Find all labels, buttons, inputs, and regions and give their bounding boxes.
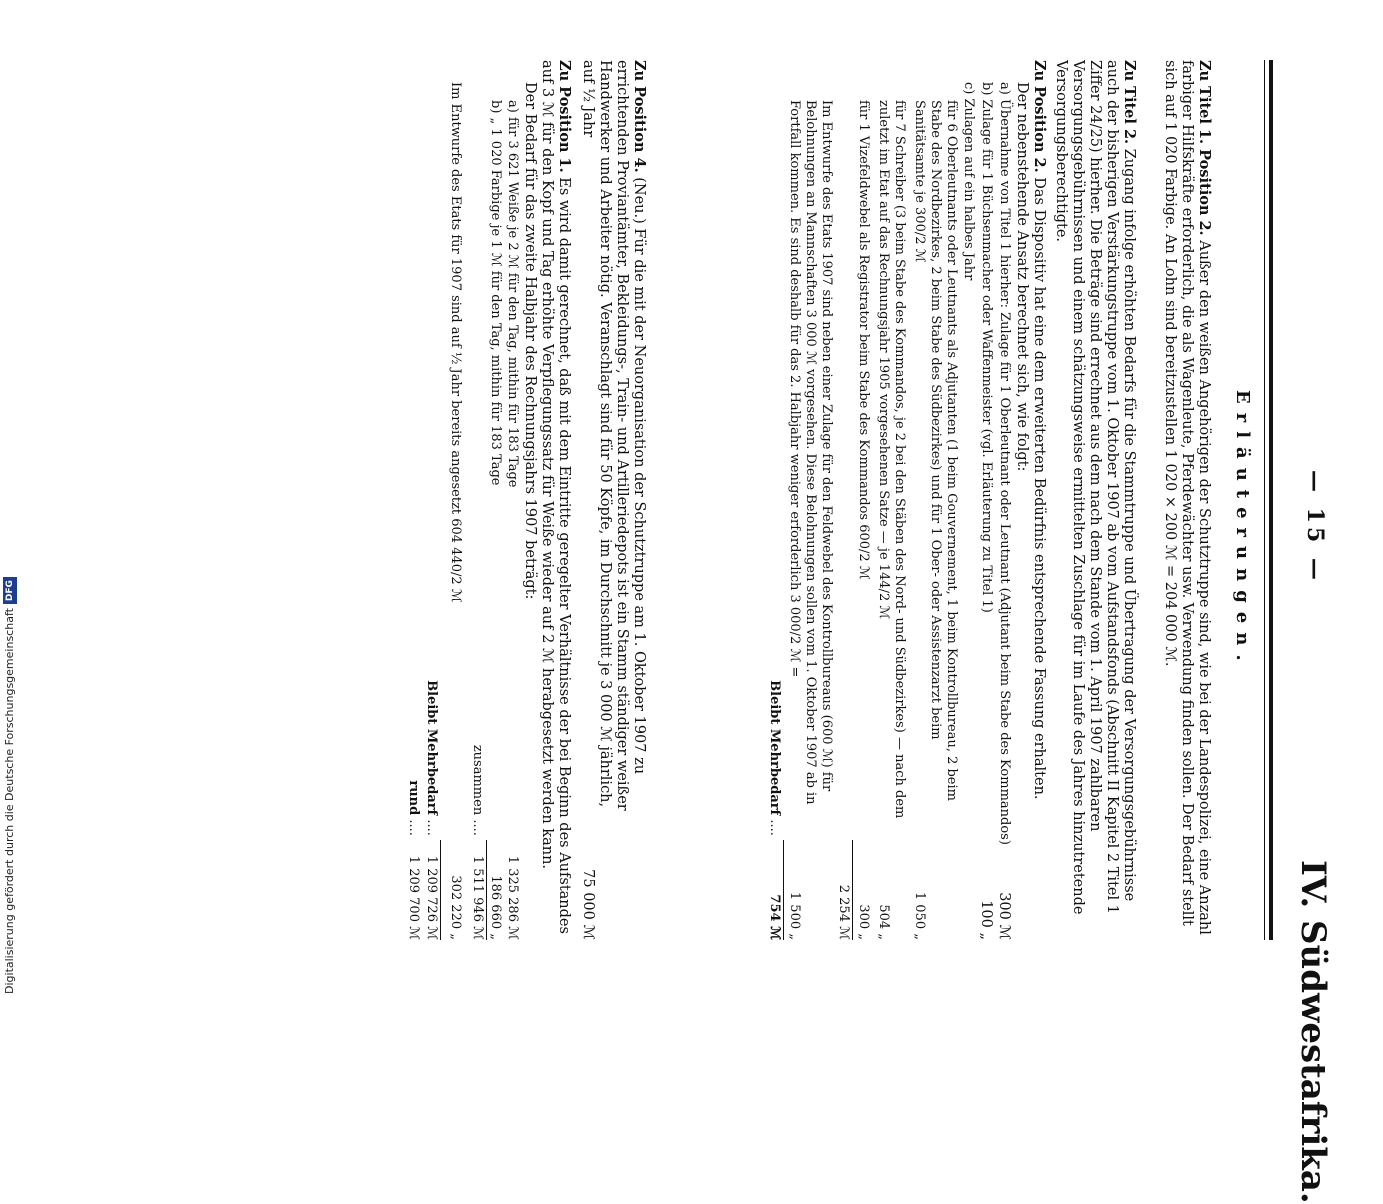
- pos4-block: [579, 60, 648, 940]
- pos2-c2-amt: 504 „: [876, 904, 891, 940]
- pos2-c3-amt: 300 „: [856, 904, 871, 940]
- pos1-sum-label: zusammen: [470, 744, 485, 816]
- titel2-block: [1052, 60, 1138, 940]
- pos1-rund-label: rund: [406, 780, 421, 816]
- pos2-a-amt: 300 ℳ: [996, 892, 1012, 940]
- pos2-c2-text: für 7 Schreiber (3 beim Stabe des Kommandos, je 2 bei den Stäben des Nord- und Südbezirkes) — nach dem zuletzt im Etat auf das Rechnungsjahr 1905 vorgesehenen Satze — je 144/2 ℳ: [876, 100, 907, 819]
- pos1-a-row: [504, 60, 521, 940]
- pos1-entwurf-row: [447, 60, 464, 940]
- pos2-b-amt: 100 „: [978, 900, 994, 940]
- pos2-c-row: [959, 60, 977, 940]
- pos1-block: [404, 60, 573, 940]
- pos2-b-text: b) Zulage für 1 Büchsenmacher oder Waffenmeister (vgl. Erläuterung zu Titel 1): [979, 82, 994, 613]
- titel1-text: Außer den weißen Angehörigen der Schutztruppe sind, wie bei der Landespolizei, eine Anzahl farbiger Hilfskräfte erforderlich, die als Wagenleute, Pferdewächter usw. Verwendung finden sollen. Der Bedarf stellt sich auf 1 020 Farbige. An Lohn sind bereitzustellen 1 020 × 200 ℳ = 204 000 ℳ.: [1162, 60, 1212, 935]
- pos1-mehr-row: Bleibt Mehrbedarf .... 1 209 726 ℳ: [424, 680, 439, 940]
- credit-text: Digitalisierung gefördert durch die Deutsche Forschungsgemeinschaft: [3, 608, 16, 994]
- pos2-c3-text: für 1 Vizefeldwebel als Registrator beim Stabe des Kommandos 600/2 ℳ: [856, 100, 871, 580]
- pos2-note-row: [786, 60, 834, 940]
- pos4-text: (Neu.) Für die mit der Neuorganisation der Schutztruppe am 1. Oktober 1907 zu errichtenden Proviantämter, Bekleidungs-, Train- und Artilleriedepots ist ein Stamm ständiger weißer Handwerker und Arbeiter nötig. Veranschlagt sind für 50 Köpfe, im Durchschnitt je 3 000 ℳ jährlich, auf ½ Jahr: [580, 60, 647, 811]
- pos2-c1-amt: 1 050 „: [912, 891, 927, 940]
- titel2-text: Zugang infolge erhöhten Bedarfs für die Stammtruppe und Übertragung der Versorgungsgebührnisse auch der bisherigen Verstärkungstruppe vom 1. Oktober 1907 ab vom Aufstandsfonds (Abschnitt II Kapitel 2 Titel 1 Ziffer 24/25) hierher. Die Beträge sind errechnet aus dem nach dem Stande vom 1. April 1907 zahlbaren Versorgungsgebührnissen und einem schätzungsweise ermittelten Zuschlage für im Laufe des Jahres hinzutretende Versorgungsberechtigte.: [1053, 60, 1137, 915]
- pos4-heading: Zu Position 4.: [631, 60, 648, 173]
- pos1-rund-amt: 1 209 700 ℳ: [406, 855, 421, 940]
- pos2-intro: Das Dispositiv hat eine dem erweiterten Bedürfnis entsprechende Fassung erhalten.: [1031, 177, 1047, 800]
- pos1-text2: Der Bedarf für das zweite Halbjahr des Rechnungsjahrs 1907 beträgt:: [522, 82, 538, 600]
- titel1-heading: Zu Titel 1. Position 2.: [1196, 60, 1213, 236]
- pos2-b-row: [977, 60, 995, 940]
- pos1-entwurf-text: Im Entwurfe des Etats für 1907 sind auf ½ Jahr bereits angesetzt 604 440/2 ℳ: [448, 82, 463, 603]
- pos1-a-amt: 1 325 286 ℳ: [505, 855, 520, 940]
- pos2-c1-row: [911, 60, 959, 940]
- header-rule: [1269, 60, 1273, 940]
- pos1-text: Es wird damit gerechnet, daß mit dem Eintritte geregelter Verhältnisse der bei Beginn des Aufstandes auf 3 ℳ für den Kopf und Tag erhöhte Verpflegungssatz für Weiße wieder auf 2 ℳ herabgesetzt werden kann.: [539, 60, 572, 934]
- pos2-note-text: Im Entwurfe des Etats 1907 sind neben einer Zulage für den Feldwebel des Kontrollbureaus (600 ℳ) für Belohnungen an Mannschaften 3 000 ℳ vorgesehen. Diese Belohnungen sollen vom 1. Oktober 1907 ab in Fortfall kommen. Es sind deshalb für das 2. Halbjahr weniger erforderlich 3 000/2 ℳ =: [787, 100, 834, 805]
- pos1-sum-amt: 1 511 946 ℳ: [468, 840, 487, 940]
- pos2-sum-amt: 2 254 ℳ: [834, 840, 853, 940]
- pos2-c1-text: für 6 Oberleutnants oder Leutnants als Adjutanten (1 beim Gouvernement, 1 beim Kontrollbureau, 2 beim Stabe des Nordbezirkes, 2 beim Stabe des Südbezirkes) und für 1 Ober- oder Assistenzarzt beim Sanitätsamte je 300/2 ℳ: [912, 100, 959, 801]
- section-subtitle: Erläuterungen.: [1232, 390, 1253, 670]
- page-number: — 15 —: [1302, 470, 1328, 584]
- pos2-a-row: [995, 60, 1013, 940]
- pos2-result-amt: 754 ℳ: [765, 840, 784, 940]
- header-rule-thin: [1264, 60, 1265, 940]
- pos1-rund-row: rund .... 1 209 700 ℳ: [406, 780, 421, 940]
- pos1-heading: Zu Position 1.: [556, 60, 573, 173]
- pos4-amt: 75 000 ℳ: [580, 869, 596, 940]
- pos2-c-text: c) Zulagen auf ein halbes Jahr: [961, 82, 976, 281]
- pos1-mehr-amt: 1 209 726 ℳ: [422, 840, 441, 940]
- dfg-logo: DFG: [3, 577, 17, 604]
- pos2-result-row: Bleibt Mehrbedarf .... 754 ℳ: [767, 680, 782, 940]
- pos2-sum-row: [834, 60, 853, 940]
- pos2-c2-row: [875, 60, 907, 940]
- chapter-title: IV. Südwestafrika.: [1293, 860, 1333, 1204]
- pos2-c3-row: [855, 60, 871, 940]
- pos2-result-label: Bleibt Mehrbedarf: [767, 680, 782, 816]
- titel1-block: [1161, 60, 1213, 940]
- digitization-credit: [0, 0, 20, 1000]
- pos2-a-text: a) Übernahme von Titel 1 hierher: Zulage für 1 Oberleutnant oder Leutnant (Adjutant beim Stabe des Kommandos): [997, 82, 1012, 845]
- pos1-entwurf-amt: 302 220 „: [448, 875, 463, 940]
- titel2-heading: Zu Titel 2.: [1121, 60, 1138, 145]
- pos2-note-amt: 1 500 „: [787, 891, 802, 940]
- pos2-block: [765, 60, 1048, 940]
- pos2-intro2: Der nebenstehende Ansatz berechnet sich, wie folgt:: [1014, 82, 1030, 472]
- pos1-b-amt: 186 660 „: [488, 875, 503, 940]
- pos1-b-text: b) „ 1 020 Farbige je 1 ℳ für den Tag, mithin für 183 Tage: [488, 100, 503, 486]
- pos1-a-text: a) für 3 621 Weiße je 2 ℳ für den Tag, mithin für 183 Tage: [505, 100, 520, 488]
- pos1-b-row: [487, 60, 504, 940]
- pos1-mehr-label: Bleibt Mehrbedarf: [424, 680, 439, 816]
- pos2-heading: Zu Position 2.: [1031, 60, 1048, 173]
- pos1-sum-row: zusammen .... 1 511 946 ℳ: [470, 744, 485, 940]
